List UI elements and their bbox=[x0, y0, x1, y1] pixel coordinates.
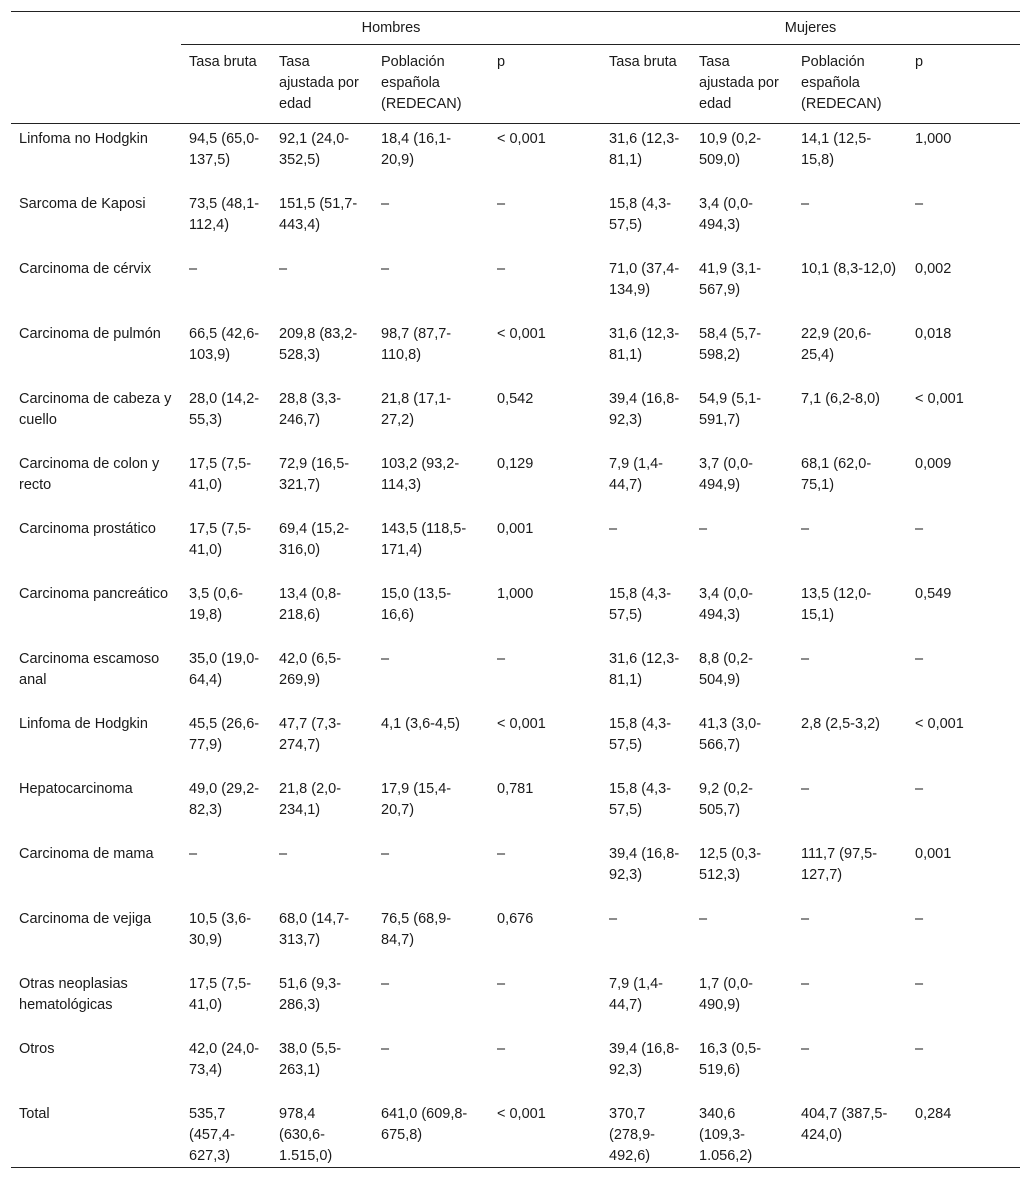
table-cell: – bbox=[279, 261, 288, 277]
table-cell: 12,5 (0,3-512,3) bbox=[699, 846, 762, 883]
table-cell: – bbox=[801, 521, 810, 537]
table-cell: 68,1 (62,0-75,1) bbox=[801, 456, 872, 493]
table-cell: 3,7 (0,0-494,9) bbox=[699, 456, 754, 493]
row-label: Carcinoma prostático bbox=[19, 521, 156, 537]
table-row bbox=[11, 709, 1020, 774]
table-cell: – bbox=[609, 521, 618, 537]
table-cell: – bbox=[381, 261, 390, 277]
table-cell: 15,8 (4,3-57,5) bbox=[609, 196, 672, 233]
table-cell: 17,9 (15,4-20,7) bbox=[381, 781, 452, 818]
table-cell: < 0,001 bbox=[497, 326, 546, 342]
table-cell: 7,1 (6,2-8,0) bbox=[801, 391, 881, 407]
table-cell: 45,5 (26,6-77,9) bbox=[189, 716, 260, 753]
table-cell: 51,6 (9,3-286,3) bbox=[279, 976, 342, 1013]
header-corner-sub bbox=[11, 45, 181, 124]
table-cell: 641,0 (609,8-675,8) bbox=[373, 1099, 487, 1168]
row-label: Otros bbox=[19, 1041, 55, 1057]
table-cell: – bbox=[279, 846, 288, 862]
table-cell: 22,9 (20,6-25,4) bbox=[801, 326, 872, 363]
table-cell: – bbox=[915, 651, 924, 667]
table-cell: 21,8 (2,0-234,1) bbox=[279, 781, 342, 818]
table-cell: – bbox=[915, 781, 924, 797]
row-label: Linfoma de Hodgkin bbox=[19, 716, 148, 732]
header-men: Hombres bbox=[181, 12, 601, 45]
table-cell: 68,0 (14,7-313,7) bbox=[279, 911, 350, 948]
table-cell: 0,018 bbox=[915, 326, 952, 342]
row-label: Total bbox=[11, 1099, 181, 1168]
table-cell: 340,6 (109,3-1.056,2) bbox=[691, 1099, 793, 1168]
table-cell: 69,4 (15,2-316,0) bbox=[279, 521, 350, 558]
row-label: Carcinoma de cérvix bbox=[19, 261, 152, 277]
table-cell: 58,4 (5,7-598,2) bbox=[699, 326, 762, 363]
table-row bbox=[11, 839, 1020, 904]
table-cell: 4,1 (3,6-4,5) bbox=[381, 716, 460, 732]
table-cell: < 0,001 bbox=[915, 391, 964, 407]
table-row bbox=[11, 969, 1020, 1034]
table-cell: 0,542 bbox=[497, 391, 534, 407]
table-cell: – bbox=[801, 781, 810, 797]
table-cell: 0,001 bbox=[915, 846, 952, 862]
table-cell: 47,7 (7,3-274,7) bbox=[279, 716, 342, 753]
table-cell: 111,7 (97,5-127,7) bbox=[801, 846, 878, 883]
table-cell: < 0,001 bbox=[497, 716, 546, 732]
table-cell: – bbox=[189, 261, 198, 277]
table-cell: 31,6 (12,3-81,1) bbox=[609, 651, 680, 688]
table-cell: 151,5 (51,7-443,4) bbox=[279, 196, 358, 233]
row-label: Sarcoma de Kaposi bbox=[19, 196, 146, 212]
table-cell: 49,0 (29,2-82,3) bbox=[189, 781, 260, 818]
column-header: p bbox=[487, 45, 601, 124]
table-cell: 143,5 (118,5-171,4) bbox=[381, 521, 467, 558]
table-cell: 404,7 (387,5-424,0) bbox=[793, 1099, 907, 1168]
table-cell: 0,009 bbox=[915, 456, 952, 472]
table-cell: 39,4 (16,8-92,3) bbox=[609, 846, 680, 883]
column-header: p bbox=[907, 45, 1020, 124]
table-cell: – bbox=[801, 976, 810, 992]
table-cell: 39,4 (16,8-92,3) bbox=[609, 391, 680, 428]
table-cell: 15,0 (13,5-16,6) bbox=[381, 586, 452, 623]
table-cell: 76,5 (68,9-84,7) bbox=[381, 911, 452, 948]
table-cell: 31,6 (12,3-81,1) bbox=[609, 326, 680, 363]
table-cell: – bbox=[381, 651, 390, 667]
table-cell: – bbox=[497, 846, 506, 862]
table-cell: 0,001 bbox=[497, 521, 534, 537]
table-cell: 16,3 (0,5-519,6) bbox=[699, 1041, 762, 1078]
table-cell: – bbox=[189, 846, 198, 862]
table-cell: 0,549 bbox=[915, 586, 952, 602]
table-cell: 15,8 (4,3-57,5) bbox=[609, 586, 672, 623]
table-cell: – bbox=[699, 911, 708, 927]
table-cell: 7,9 (1,4-44,7) bbox=[609, 976, 664, 1013]
table-cell: 1,000 bbox=[497, 586, 534, 602]
row-label: Carcinoma de vejiga bbox=[19, 911, 152, 927]
table-cell: < 0,001 bbox=[497, 131, 546, 147]
table-row bbox=[11, 579, 1020, 644]
table-cell: 10,1 (8,3-12,0) bbox=[801, 261, 897, 277]
table-cell: 73,5 (48,1-112,4) bbox=[189, 196, 260, 233]
column-header: Población española (REDECAN) bbox=[373, 45, 487, 124]
column-header: Tasa bruta bbox=[181, 45, 271, 124]
table-cell: – bbox=[699, 521, 708, 537]
table-cell: – bbox=[801, 651, 810, 667]
table-cell: 0,002 bbox=[915, 261, 952, 277]
table-row bbox=[11, 1034, 1020, 1099]
table-cell: 9,2 (0,2-505,7) bbox=[699, 781, 754, 818]
table-row bbox=[11, 774, 1020, 839]
table-cell: 3,4 (0,0-494,3) bbox=[699, 196, 754, 233]
table-cell: 71,0 (37,4-134,9) bbox=[609, 261, 680, 298]
row-label: Carcinoma pancreático bbox=[19, 586, 169, 602]
table-cell: 1,7 (0,0-490,9) bbox=[699, 976, 754, 1013]
table-cell: 17,5 (7,5-41,0) bbox=[189, 521, 252, 558]
table-cell: 17,5 (7,5-41,0) bbox=[189, 976, 252, 1013]
table-row bbox=[11, 904, 1020, 969]
table-cell: 8,8 (0,2-504,9) bbox=[699, 651, 754, 688]
table-cell: 31,6 (12,3-81,1) bbox=[609, 131, 680, 168]
table-cell: 17,5 (7,5-41,0) bbox=[189, 456, 252, 493]
table-row bbox=[11, 449, 1020, 514]
row-label: Linfoma no Hodgkin bbox=[19, 131, 148, 147]
table-cell: – bbox=[381, 196, 390, 212]
table-cell: 42,0 (6,5-269,9) bbox=[279, 651, 342, 688]
header-women: Mujeres bbox=[601, 12, 1020, 45]
table-cell: – bbox=[497, 261, 506, 277]
table-cell: 535,7 (457,4-627,3) bbox=[181, 1099, 271, 1168]
table-cell: 14,1 (12,5-15,8) bbox=[801, 131, 872, 168]
table-cell: 13,5 (12,0-15,1) bbox=[801, 586, 872, 623]
row-label: Carcinoma de cabeza y cuello bbox=[19, 391, 172, 428]
table-cell: 978,4 (630,6-1.515,0) bbox=[271, 1099, 373, 1168]
table-cell: 0,284 bbox=[907, 1099, 1020, 1168]
row-label: Carcinoma de colon y recto bbox=[19, 456, 160, 493]
table-cell: 3,5 (0,6-19,8) bbox=[189, 586, 243, 623]
table-cell: 66,5 (42,6-103,9) bbox=[189, 326, 260, 363]
table-cell: 54,9 (5,1-591,7) bbox=[699, 391, 762, 428]
table-cell: 21,8 (17,1-27,2) bbox=[381, 391, 452, 428]
row-label: Carcinoma escamoso anal bbox=[19, 651, 160, 688]
table-row bbox=[11, 319, 1020, 384]
table-cell: 10,5 (3,6-30,9) bbox=[189, 911, 252, 948]
table-cell: – bbox=[497, 196, 506, 212]
table-cell: – bbox=[801, 911, 810, 927]
table-cell: – bbox=[497, 651, 506, 667]
table-cell: 7,9 (1,4-44,7) bbox=[609, 456, 664, 493]
table-cell: 2,8 (2,5-3,2) bbox=[801, 716, 881, 732]
table-cell: 103,2 (93,2-114,3) bbox=[381, 456, 460, 493]
table-row bbox=[11, 254, 1020, 319]
table-cell: 370,7 (278,9-492,6) bbox=[601, 1099, 691, 1168]
table-row bbox=[11, 1099, 1020, 1168]
table-cell: 42,0 (24,0-73,4) bbox=[189, 1041, 260, 1078]
table-row bbox=[11, 514, 1020, 579]
table-cell: 0,781 bbox=[497, 781, 534, 797]
header-corner bbox=[11, 12, 181, 45]
table-cell: – bbox=[497, 1041, 506, 1057]
column-header: Población española (REDECAN) bbox=[793, 45, 907, 124]
table-body bbox=[11, 124, 1020, 1168]
table-cell: – bbox=[915, 1041, 924, 1057]
table-cell: 28,0 (14,2-55,3) bbox=[189, 391, 260, 428]
table-row bbox=[11, 189, 1020, 254]
table-cell: 0,676 bbox=[497, 911, 534, 927]
table-cell: < 0,001 bbox=[487, 1099, 601, 1168]
table-cell: – bbox=[915, 911, 924, 927]
table-cell: – bbox=[915, 976, 924, 992]
table-row bbox=[11, 384, 1020, 449]
table-cell: 13,4 (0,8-218,6) bbox=[279, 586, 342, 623]
table-cell: 38,0 (5,5-263,1) bbox=[279, 1041, 342, 1078]
table-cell: 94,5 (65,0-137,5) bbox=[189, 131, 260, 168]
row-label: Hepatocarcinoma bbox=[19, 781, 133, 797]
incidence-table bbox=[11, 11, 1020, 1168]
table-cell: 41,3 (3,0-566,7) bbox=[699, 716, 762, 753]
table-row bbox=[11, 644, 1020, 709]
header-column-row bbox=[11, 45, 1020, 124]
table-cell: 39,4 (16,8-92,3) bbox=[609, 1041, 680, 1078]
table-row bbox=[11, 124, 1020, 190]
table-cell: 1,000 bbox=[915, 131, 952, 147]
table-cell: < 0,001 bbox=[915, 716, 964, 732]
table-cell: – bbox=[915, 196, 924, 212]
table-cell: – bbox=[915, 521, 924, 537]
row-label: Otras neoplasias hematológicas bbox=[19, 976, 128, 1013]
table-cell: – bbox=[381, 976, 390, 992]
table-cell: 98,7 (87,7-110,8) bbox=[381, 326, 452, 363]
table-cell: – bbox=[801, 1041, 810, 1057]
table-cell: 0,129 bbox=[497, 456, 534, 472]
table-cell: – bbox=[381, 846, 390, 862]
row-label: Carcinoma de pulmón bbox=[19, 326, 161, 342]
table-cell: – bbox=[801, 196, 810, 212]
row-label: Carcinoma de mama bbox=[19, 846, 154, 862]
table-cell: 41,9 (3,1-567,9) bbox=[699, 261, 762, 298]
table-cell: 209,8 (83,2-528,3) bbox=[279, 326, 358, 363]
table-cell: 3,4 (0,0-494,3) bbox=[699, 586, 754, 623]
table-cell: 15,8 (4,3-57,5) bbox=[609, 781, 672, 818]
table-cell: 72,9 (16,5-321,7) bbox=[279, 456, 350, 493]
table-cell: – bbox=[381, 1041, 390, 1057]
table-cell: 18,4 (16,1-20,9) bbox=[381, 131, 452, 168]
header-group-row bbox=[11, 12, 1020, 45]
table-cell: 92,1 (24,0-352,5) bbox=[279, 131, 350, 168]
table-cell: – bbox=[497, 976, 506, 992]
table-cell: 35,0 (19,0-64,4) bbox=[189, 651, 260, 688]
table-cell: – bbox=[609, 911, 618, 927]
table-cell: 10,9 (0,2-509,0) bbox=[699, 131, 762, 168]
column-header: Tasa ajustada por edad bbox=[271, 45, 373, 124]
table-cell: 28,8 (3,3-246,7) bbox=[279, 391, 342, 428]
table-cell: 15,8 (4,3-57,5) bbox=[609, 716, 672, 753]
column-header: Tasa bruta bbox=[601, 45, 691, 124]
column-header: Tasa ajustada por edad bbox=[691, 45, 793, 124]
